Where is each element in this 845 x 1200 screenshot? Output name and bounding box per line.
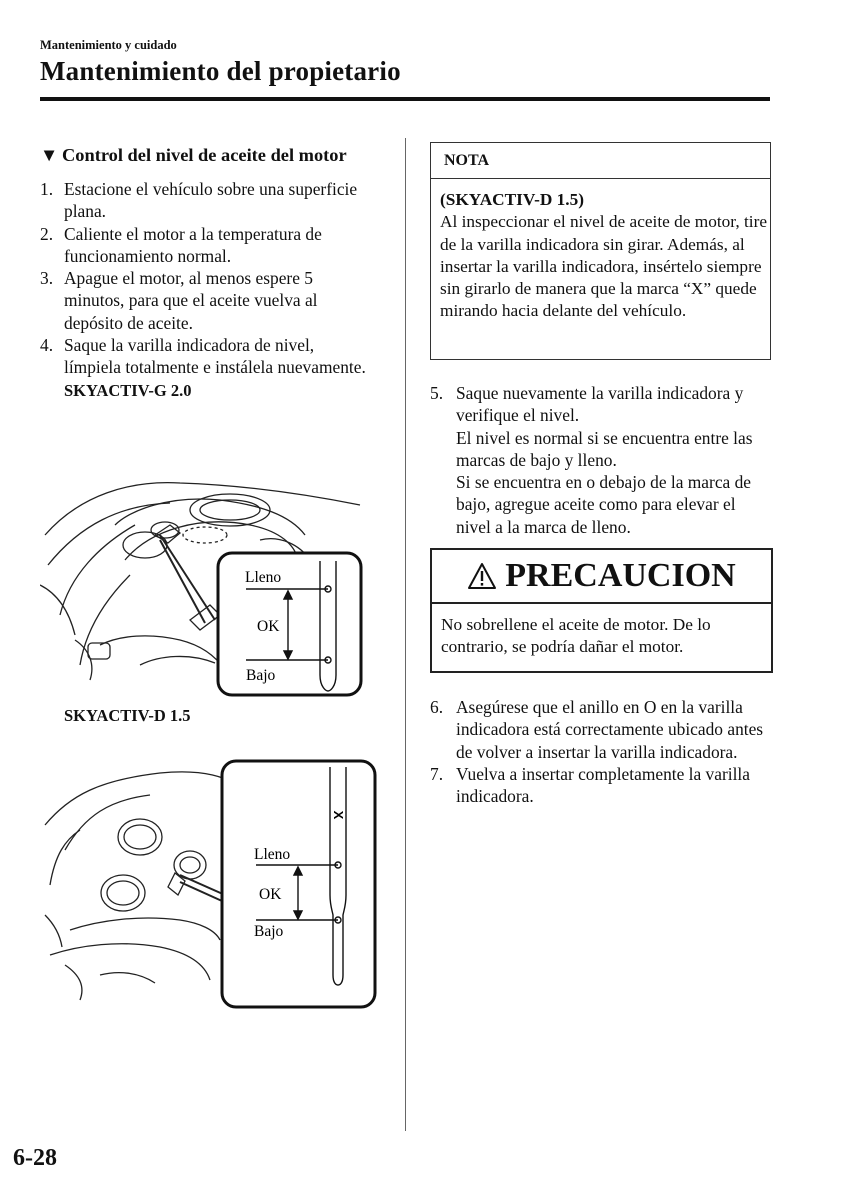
diagram-d-x-mark: X — [331, 810, 346, 820]
step-text: Asegúrese que el anillo en O en la varilla indicadora está correctamente ubicado antes de volver a insertar la varilla indicadora. — [456, 697, 764, 762]
diagram-g-lleno-label: Lleno — [245, 569, 282, 586]
step-5-line-2: El nivel es normal si se encuentra entre las marcas de bajo y lleno. — [456, 427, 753, 470]
step-text: Apague el motor, al menos espere 5 minutos, para que el aceite vuelva al depósito de aceite. — [64, 268, 318, 333]
list-item — [40, 178, 370, 223]
step-text: Caliente el motor a la temperatura de funcionamiento normal. — [64, 223, 322, 266]
diagram-g-ok-label: OK — [257, 618, 280, 635]
column-divider — [405, 138, 406, 1131]
step-number: 2. — [40, 223, 54, 244]
section-label: Mantenimiento y cuidado — [40, 38, 177, 52]
list-item — [430, 696, 770, 763]
step-text: Estacione el vehículo sobre una superficie plana. — [64, 179, 358, 222]
title-rule — [40, 97, 770, 101]
nota-subheading: (SKYACTIV-D 1.5) — [440, 190, 585, 209]
step-5 — [430, 382, 770, 538]
section-heading — [40, 144, 370, 166]
steps-6-7 — [430, 696, 770, 807]
diagram-d-bajo-label: Bajo — [254, 923, 284, 940]
page-title: Mantenimiento del propietario — [40, 56, 401, 86]
nota-text: Al inspeccionar el nivel de aceite de motor, tire de la varilla indicadora sin girar. Además, al insertar la varilla indicadora, insértelo siempre sin girarlo de manera que la marca “X” quede mirando hacia delante del vehículo. — [440, 212, 768, 321]
step-text: Saque la varilla indicadora de nivel, límpiela totalmente e instálela nuevamente. — [64, 335, 366, 378]
page-number: 6-28 — [13, 1145, 57, 1171]
heading-text: Control del nivel de aceite del motor — [62, 145, 347, 165]
warning-triangle-icon — [467, 562, 497, 590]
step-number: 7. — [430, 763, 444, 784]
step-5-line-3: Si se encuentra en o debajo de la marca de bajo, agregue aceite como para elevar el nivel a la marca de lleno. — [456, 472, 752, 537]
steps-list — [40, 178, 370, 402]
nota-heading: NOTA — [431, 143, 770, 179]
skyactiv-g-label: SKYACTIV-G 2.0 — [64, 380, 192, 400]
step-number: 3. — [40, 268, 54, 289]
list-item — [40, 334, 370, 402]
nota-box — [430, 142, 771, 360]
precaucion-text: No sobrellene el aceite de motor. De lo contrario, se podría dañar el motor. — [441, 615, 711, 657]
diagram-d-ok-label: OK — [259, 886, 282, 903]
left-column — [40, 144, 370, 402]
precaucion-box — [430, 548, 773, 673]
skyactiv-d-label: SKYACTIV-D 1.5 — [64, 706, 191, 725]
list-item — [430, 763, 770, 808]
step-number: 5. — [430, 383, 444, 403]
precaucion-heading — [432, 550, 771, 604]
step-number: 6. — [430, 697, 444, 717]
diagram-g-bajo-label: Bajo — [246, 667, 276, 684]
step-number: 4. — [40, 335, 54, 356]
engine-diagram-d — [40, 755, 380, 1010]
precaucion-title: PRECAUCION — [505, 557, 736, 594]
step-number: 1. — [40, 179, 54, 199]
list-item — [40, 267, 370, 334]
engine-diagram-g — [40, 465, 370, 700]
nota-body — [431, 179, 770, 323]
list-item — [40, 223, 370, 268]
triangle-marker-icon: ▼ — [40, 145, 59, 165]
step-5-line-1: Saque nuevamente la varilla indicadora y verifique el nivel. — [456, 383, 744, 426]
diagram-d-lleno-label: Lleno — [254, 846, 291, 863]
step-text: Vuelva a insertar completamente la varilla indicadora. — [456, 763, 750, 807]
